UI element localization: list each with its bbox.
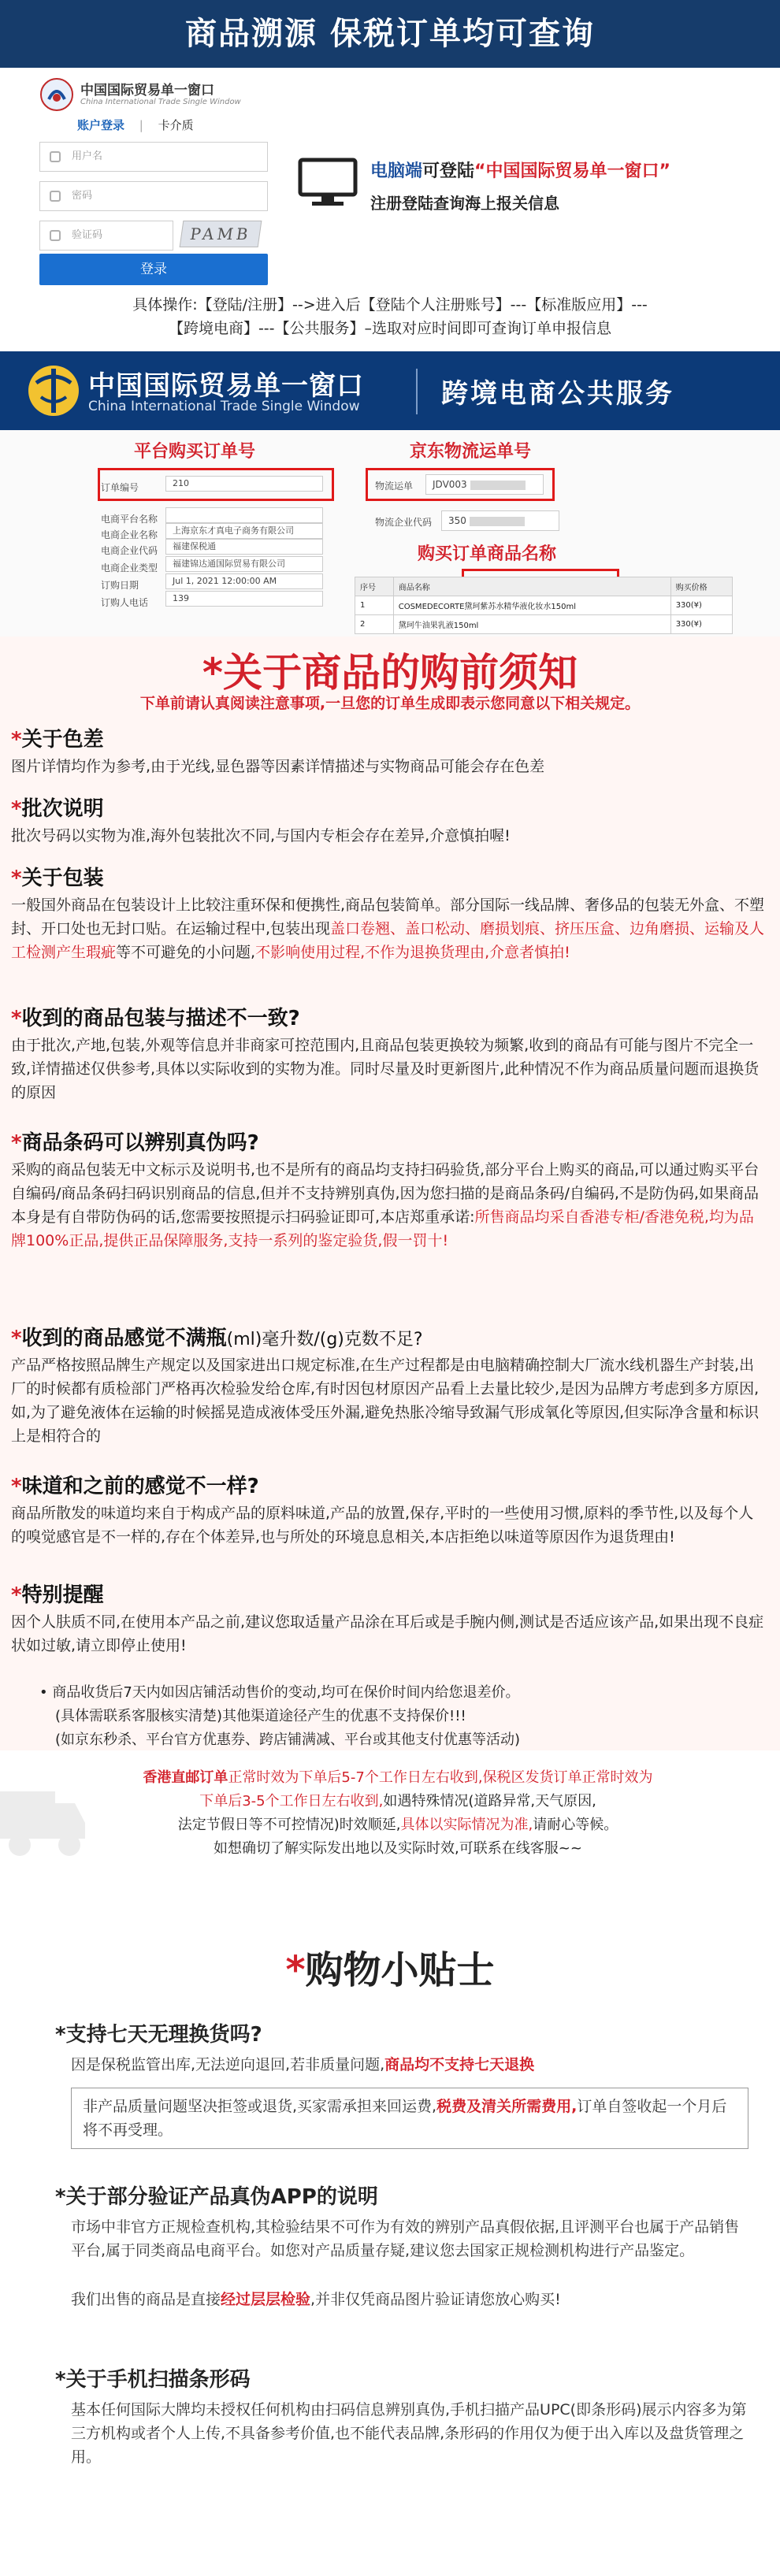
goods-table xyxy=(355,577,733,634)
shopping-tips xyxy=(0,1922,780,2576)
order-field-label: 电商平台名称 xyxy=(101,514,158,525)
table-cell: 330(¥) xyxy=(670,596,732,615)
pc-notice-line1 xyxy=(370,158,670,182)
blurred-value xyxy=(470,481,526,490)
section-barcode-body: 采购的商品包装无中文标示及说明书,也不是所有的商品均支持扫码验货,部分平台上购买的商品,可以通过购买平台自编码/商品条码扫码识别商品的信息,但并不支持辨别真伪,因为您扫描的是商品条码/自编码,不是防伪码,如果商品本身是有自带防伪码的话,您需要按照提示扫码验证即可,本店郑重承诺:所售商品均采自香港专柜/香港免税,均为品牌100%正品,提供正品保障服务,支持一系列的鉴定验货,假一罚十! xyxy=(11,1161,760,1249)
tab-card-login[interactable]: 卡介质 xyxy=(158,118,194,132)
login-button[interactable]: 登录 xyxy=(39,254,268,285)
order-field-value: 210 xyxy=(165,476,323,492)
order-field-label: 电商企业名称 xyxy=(101,529,158,540)
order-sample-section xyxy=(0,430,780,637)
single-window-logo-icon xyxy=(39,77,74,112)
login-tabs xyxy=(77,117,274,133)
logistics-field-value: JDV003 xyxy=(433,479,467,490)
order-field-value: 上海京东才真电子商务有限公司 xyxy=(165,523,323,539)
shipping-line2: 下单后3-5个工作日左右收到,如遇特殊情况(道路异常,天气原因, xyxy=(199,1793,596,1810)
captcha-placeholder: 验证码 xyxy=(72,229,103,241)
username-placeholder: 用户名 xyxy=(72,150,103,162)
login-panel xyxy=(32,71,284,284)
order-field-label: 电商企业类型 xyxy=(101,562,158,573)
login-logo-name: 中国国际贸易单一窗口 xyxy=(80,83,214,98)
price-protection-line2: (具体需联系客服核实清楚)其他渠道途径产生的优惠不支持保价!!! xyxy=(55,1708,466,1724)
section-smell-heading: *味道和之前的感觉不一样? xyxy=(11,1475,259,1498)
tip-app-body2: 我们出售的商品是直接经过层层检验,并非仅凭商品图片验证请您放心购买! xyxy=(71,2291,561,2308)
banner-english: China International Trade Single Window xyxy=(88,399,360,414)
pc-notice-prefix: 电脑端 xyxy=(370,161,423,181)
tip-barcode-heading: *关于手机扫描条形码 xyxy=(55,2368,251,2392)
page-header-title: 商品溯源 保税订单均可查询 xyxy=(0,0,780,68)
goods-table-header: 购买价格 xyxy=(670,577,732,596)
table-cell: 黛珂牛油果乳液150ml xyxy=(393,615,670,634)
notes-title-text: 关于商品的购前须知 xyxy=(223,650,578,696)
section-batch-body: 批次号码以实物为准,海外包装批次不同,与国内专柜会存在差异,介意慎拍喔! xyxy=(11,827,511,844)
label-platform-order-no: 平台购买订单号 xyxy=(134,442,256,462)
captcha-image[interactable]: PAMB xyxy=(180,221,262,247)
goods-table-header: 序号 xyxy=(355,577,394,596)
price-protection-line1: • 商品收货后7天内如因店铺活动售价的变动,均可在保价时间内给您退差价。 xyxy=(39,1684,520,1701)
order-field-value: 139 xyxy=(165,591,323,607)
enterprise-field-box xyxy=(441,510,559,531)
section-mismatch-body: 由于批次,产地,包装,外观等信息并非商家可控范围内,且商品包装更换较为频繁,收到的商品有可能与图片不完全一致,详情描述仅供参考,具体以实际收到的实物为准。同时尽量及时更新图片,此种情况不作为商品质量问题而退换货的原因 xyxy=(11,1037,760,1101)
section-reminder-body: 因个人肤质不同,在使用本产品之前,建议您取适量产品涂在耳后或是手腕内侧,测试是否适应该产品,如果出现不良症状如过敏,请立即停止使用! xyxy=(11,1613,764,1654)
label-logistics-no: 京东物流运单号 xyxy=(410,442,532,462)
table-cell: 330(¥) xyxy=(670,615,732,634)
tips-title: *购物小贴士 xyxy=(285,1948,495,1992)
banner-divider xyxy=(416,369,418,414)
order-field-label: 订购人电话 xyxy=(101,597,149,608)
captcha-field[interactable] xyxy=(39,221,173,251)
section-mismatch-heading: *收到的商品包装与描述不一致? xyxy=(11,1007,300,1030)
logistics-field-box xyxy=(425,474,544,495)
single-window-banner xyxy=(0,351,780,430)
operation-step-line2: 【跨境电商】---【公共服务】–选取对应时间即可查询订单申报信息 xyxy=(168,320,612,337)
shield-icon xyxy=(50,230,61,241)
tip-barcode-body: 基本任何国际大牌均未授权任何机构由扫码信息辨别真伪,手机扫描产品UPC(即条形码)展示内容多为第三方机构或者个人上传,不具备参考价值,也不能代表品牌,条形码的作用仅为便于出入库以及盘货管理之用。 xyxy=(71,2401,747,2466)
section-color-diff-body: 图片详情均作为参考,由于光线,显色器等因素详情描述与实物商品可能会存在色差 xyxy=(11,758,545,775)
order-field-value xyxy=(165,507,323,523)
customs-emblem-icon xyxy=(25,362,82,419)
enterprise-field-value: 350 xyxy=(448,515,466,526)
section-barcode-heading: *商品条码可以辨别真伪吗? xyxy=(11,1131,259,1155)
shipping-info xyxy=(0,1750,780,1916)
section-fill-body: 产品严格按照品牌生产规定以及国家进出口规定标准,在生产过程都是由电脑精确控制大厂流水线机器生产封装,出厂的时候都有质检部门严格再次检验发给仓库,有时因包材原因产品看上去量比较少,是因为品牌方考虑到多方原因,如,为了避免液体在运输的时候摇晃造成液体受压外漏,避免热胀冷缩导致漏气形成氧化等原因,但实际净含量和标识上是相符合的 xyxy=(11,1357,760,1445)
order-field-value: 福建锦达通国际贸易有限公司 xyxy=(165,556,323,572)
lock-icon xyxy=(50,191,61,202)
order-field-value: 福建保税通 xyxy=(165,539,323,555)
section-packaging-body: 一般国外商品在包装设计上比较注重环保和便携性,商品包装简单。部分国际一线品牌、奢侈品的包装无外盒、不塑封、开口处也无封口贴。在运输过程中,包装出现盖口卷翘、盖口松动、磨损划痕、挤压压盒、边角磨损、运输及人工检测产生瑕疵等不可避免的小问题,不影响使用过程,不作为退换货理由,介意者慎拍! xyxy=(11,896,765,961)
banner-service: 跨境电商公共服务 xyxy=(441,378,674,410)
order-field-label: 订购日期 xyxy=(101,580,139,591)
order-field-label: 电商企业代码 xyxy=(101,545,158,556)
operation-steps xyxy=(24,293,756,340)
tip-return-box: 非产品质量问题坚决拒签或退货,买家需承担来回运费,税费及清关所需费用,订单自签收起一个月后将不再受理。 xyxy=(71,2088,748,2149)
tip-return-body: 因是保税监管出库,无法逆向退回,若非质量问题,商品均不支持七天退换 xyxy=(71,2056,535,2073)
section-batch-heading: *批次说明 xyxy=(11,797,104,821)
operation-step-line1: 具体操作:【登陆/注册】-->进入后【登陆个人注册账号】---【标准版应用】--- xyxy=(132,296,648,314)
blurred-value xyxy=(470,517,525,526)
table-cell: 1 xyxy=(355,596,394,615)
notes-title xyxy=(0,641,780,698)
pc-notice-middle: 可登陆 xyxy=(422,161,475,181)
goods-table-header: 商品名称 xyxy=(393,577,670,596)
table-cell: COSMEDECORTE黛珂紫苏水精华液化妆水150ml xyxy=(393,596,670,615)
monitor-icon xyxy=(298,158,358,206)
notes-title-star: * xyxy=(202,650,224,696)
section-color-diff-heading: *关于色差 xyxy=(11,728,104,752)
price-protection-line3: (如京东秒杀、平台官方优惠券、跨店铺满减、平台或其他支付优惠等活动) xyxy=(55,1732,521,1748)
tip-app-body1: 市场中非官方正规检查机构,其检验结果不可作为有效的辨别产品真假依据,且评测平台也属于产品销售平台,属于同类商品电商平台。如您对产品质量存疑,建议您去国家正规检测机构进行产品鉴定。 xyxy=(71,2218,740,2259)
section-packaging-heading: *关于包装 xyxy=(11,867,104,890)
tip-app-heading: *关于部分验证产品真伪APP的说明 xyxy=(55,2185,378,2209)
tab-account-login[interactable]: 账户登录 xyxy=(77,118,125,132)
section-fill-heading: *收到的商品感觉不满瓶(ml)毫升数/(g)克数不足? xyxy=(11,1327,423,1350)
tab-separator: | xyxy=(139,118,143,132)
label-goods-name: 购买订单商品名称 xyxy=(418,544,557,564)
table-cell: 2 xyxy=(355,615,394,634)
section-smell-body: 商品所散发的味道均来自于构成产品的原料味道,产品的放置,保存,平时的一些使用习惯,原料的季节性,以及每个人的嗅觉感官是不一样的,存在个体差异,也与所处的环境息息相关,本店拒绝以味道等原因作为退货理由! xyxy=(11,1505,754,1546)
pc-notice-line2: 注册登陆查询海上报关信息 xyxy=(370,194,559,213)
table-row xyxy=(355,596,733,615)
username-field[interactable] xyxy=(39,142,268,172)
table-row xyxy=(355,615,733,634)
banner-title: 中国国际贸易单一窗口 xyxy=(88,370,364,402)
pc-notice-highlight: “中国国际贸易单一窗口” xyxy=(474,161,670,181)
logistics-field-label: 物流运单 xyxy=(375,481,414,492)
enterprise-field-label: 物流企业代码 xyxy=(375,517,433,528)
pre-purchase-notes xyxy=(0,637,780,1765)
user-icon xyxy=(50,151,61,162)
shipping-line4: 如想确切了解实际发出地以及实际时效,可联系在线客服~~ xyxy=(214,1840,582,1857)
notes-subtitle: 下单前请认真阅读注意事项,一旦您的订单生成即表示您同意以下相关规定。 xyxy=(139,695,641,712)
tip-return-heading: *支持七天无理换货吗? xyxy=(55,2023,262,2047)
password-placeholder: 密码 xyxy=(72,190,93,202)
shipping-line1: 香港直邮订单正常时效为下单后5-7个工作日左右收到,保税区发货订单正常时效为 xyxy=(143,1769,653,1786)
section-reminder-heading: *特别提醒 xyxy=(11,1583,104,1607)
login-logo-english: China International Trade Single Window xyxy=(80,98,241,106)
order-field-value: Jul 1, 2021 12:00:00 AM xyxy=(165,573,323,589)
order-field-label: 订单编号 xyxy=(101,482,139,493)
shipping-line3: 法定节假日等不可控情况)时效顺延,具体以实际情况为准,请耐心等候。 xyxy=(177,1817,618,1833)
password-field[interactable] xyxy=(39,181,268,211)
